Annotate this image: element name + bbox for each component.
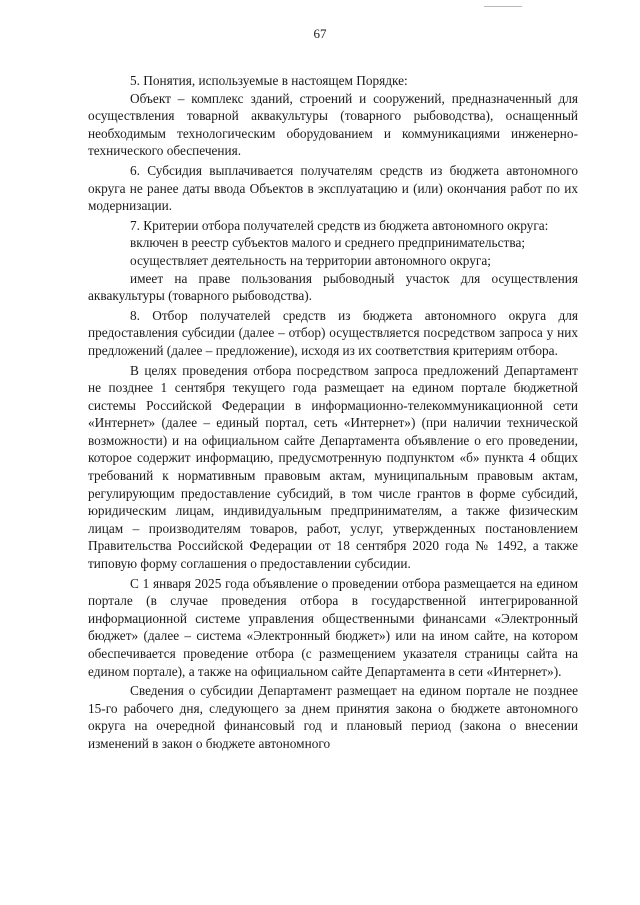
paragraph-announcement: В целях проведения отбора посредством запроса предложений Департамент не позднее 1 сентября текущего года размещает на едином портале бюджетной системы Российской Федерации в информационно-телекоммуникационной сети «Интернет» (далее – единый портал, сеть «Интернет») (при наличии технической возможности) и на официальном сайте Департамента объявление о его проведении, которое содержит информацию, предусмотренную подпунктом «б» пункта 4 общих требований к нормативным правовым актам, муниципальным правовым актам, регулирующим предоставление субсидий, в том числе грантов в форме субсидий, юридическим лицам, индивидуальным предпринимателям, а также физическим лицам – производителям товаров, работ, услуг, утвержденных постановлением Правительства Российской Федерации от 18 сентября 2020 года № 1492, а также типовую форму соглашения о предоставлении субсидии. [88, 362, 578, 572]
paragraph-object-definition: Объект – комплекс зданий, строений и сооружений, предназначенный для осуществления товарной аквакультуры (товарного рыбоводства), оснащенный необходимым технологическим оборудованием и коммуникациями инженерно-технического обеспечения. [88, 90, 578, 159]
paragraph-subsidy-info: Сведения о субсидии Департамент размещает на едином портале не позднее 15-го рабочего дня, следующего за днем принятия закона о бюджете автономного округа на очередной финансовый год и плановый период (закона о внесении изменений в закон о бюджете автономного [88, 683, 578, 751]
scan-corner-mark [484, 0, 522, 7]
paragraph-8: 8. Отбор получателей средств из бюджета автономного округа для предоставления субсидии (далее – отбор) осуществляется посредством запроса у них предложений (далее – предложение), исходя из их соответствия критериям отбора. [88, 307, 578, 358]
document-body [88, 72, 578, 753]
paragraph-2025-portal: С 1 января 2025 года объявление о проведении отбора размещается на едином портале (в случае проведения отбора в государственной интегрированной информационной системе управления общественными финансами «Электронный бюджет» (далее – система «Электронный бюджет») или на ином сайте, на котором обеспечивается проведение отбора (с размещением указателя страницы сайта на едином портале), а также на официальном сайте Департамента в сети «Интернет»). [88, 575, 578, 679]
criterion-fish-plot: имеет на праве пользования рыбоводный участок для осуществления аквакультуры (товарного рыбоводства). [88, 270, 578, 304]
paragraph-7-heading: 7. Критерии отбора получателей средств из бюджета автономного округа: [130, 217, 549, 233]
paragraph-5-heading: 5. Понятия, используемые в настоящем Порядке: [130, 73, 408, 88]
paragraph-6: 6. Субсидия выплачивается получателям средств из бюджета автономного округа не ранее даты ввода Объектов в эксплуатацию и (или) окончания работ по их модернизации. [88, 162, 578, 214]
criterion-territory: осуществляет деятельность на территории автономного округа; [130, 252, 491, 268]
criterion-registry: включен в реестр субъектов малого и среднего предпринимательства; [130, 235, 526, 251]
page-number: 67 [313, 26, 327, 41]
